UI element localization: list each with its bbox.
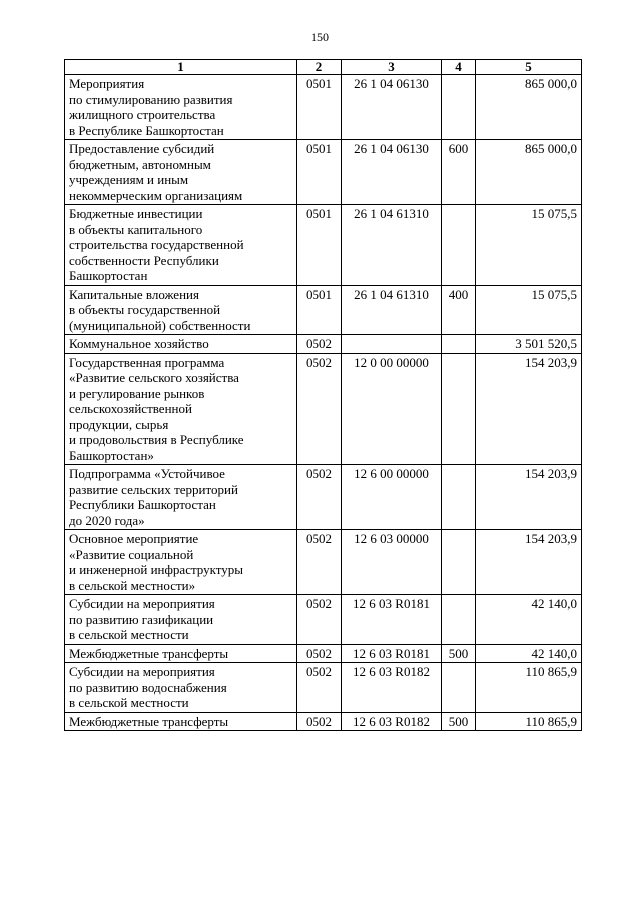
row-type	[442, 75, 476, 140]
row-name: Субсидии на мероприятия по развитию газификации в сельской местности	[65, 595, 297, 645]
page-number: 150	[311, 30, 329, 44]
table-row	[65, 595, 582, 645]
table-row	[65, 530, 582, 595]
row-sum: 3 501 520,5	[476, 335, 582, 354]
table-row	[65, 140, 582, 205]
header-col-2: 2	[297, 60, 342, 75]
row-code	[342, 335, 442, 354]
table-row	[65, 465, 582, 530]
row-section: 0502	[297, 335, 342, 354]
row-sum: 15 075,5	[476, 205, 582, 286]
table-row	[65, 663, 582, 713]
row-name: Межбюджетные трансферты	[65, 712, 297, 731]
header-col-5: 5	[476, 60, 582, 75]
row-type	[442, 353, 476, 465]
row-sum: 110 865,9	[476, 663, 582, 713]
table-row	[65, 205, 582, 286]
row-section: 0501	[297, 205, 342, 286]
row-code: 26 1 04 06130	[342, 140, 442, 205]
row-type	[442, 663, 476, 713]
row-code: 12 6 03 R0182	[342, 663, 442, 713]
row-type: 500	[442, 644, 476, 663]
table-header-row	[65, 60, 582, 75]
table-row	[65, 335, 582, 354]
row-name: Капитальные вложения в объекты государственной (муниципальной) собственности	[65, 285, 297, 335]
row-section: 0502	[297, 663, 342, 713]
row-code: 12 6 03 R0181	[342, 644, 442, 663]
table-row	[65, 75, 582, 140]
row-code: 12 0 00 00000	[342, 353, 442, 465]
row-name: Субсидии на мероприятия по развитию водоснабжения в сельской местности	[65, 663, 297, 713]
row-section: 0502	[297, 712, 342, 731]
row-sum: 154 203,9	[476, 353, 582, 465]
row-sum: 110 865,9	[476, 712, 582, 731]
table-row	[65, 285, 582, 335]
row-type	[442, 465, 476, 530]
row-type	[442, 595, 476, 645]
budget-table	[64, 59, 582, 731]
row-name: Государственная программа «Развитие сельского хозяйства и регулирование рынков сельскохозяйственной продукции, сырья и продовольствия в Республике Башкортостан»	[65, 353, 297, 465]
row-type	[442, 530, 476, 595]
row-code: 26 1 04 06130	[342, 75, 442, 140]
row-sum: 865 000,0	[476, 140, 582, 205]
row-type: 500	[442, 712, 476, 731]
row-name: Основное мероприятие «Развитие социальной и инженерной инфраструктуры в сельской местности»	[65, 530, 297, 595]
row-code: 12 6 00 00000	[342, 465, 442, 530]
row-sum: 15 075,5	[476, 285, 582, 335]
row-code: 12 6 03 R0181	[342, 595, 442, 645]
header-col-4: 4	[442, 60, 476, 75]
row-type	[442, 335, 476, 354]
row-sum: 154 203,9	[476, 530, 582, 595]
row-name: Подпрограмма «Устойчивое развитие сельских территорий Республики Башкортостан до 2020 года»	[65, 465, 297, 530]
row-code: 12 6 03 00000	[342, 530, 442, 595]
row-type: 400	[442, 285, 476, 335]
table-row	[65, 712, 582, 731]
row-name: Мероприятия по стимулированию развития жилищного строительства в Республике Башкортостан	[65, 75, 297, 140]
row-section: 0502	[297, 595, 342, 645]
table-row	[65, 353, 582, 465]
row-name: Предоставление субсидий бюджетным, автономным учреждениям и иным некоммерческим организациям	[65, 140, 297, 205]
header-col-1: 1	[65, 60, 297, 75]
row-type	[442, 205, 476, 286]
row-section: 0502	[297, 353, 342, 465]
row-section: 0502	[297, 465, 342, 530]
row-code: 12 6 03 R0182	[342, 712, 442, 731]
row-section: 0501	[297, 140, 342, 205]
row-name: Межбюджетные трансферты	[65, 644, 297, 663]
row-sum: 865 000,0	[476, 75, 582, 140]
row-name: Коммунальное хозяйство	[65, 335, 297, 354]
row-type: 600	[442, 140, 476, 205]
row-section: 0501	[297, 75, 342, 140]
row-section: 0501	[297, 285, 342, 335]
row-sum: 42 140,0	[476, 644, 582, 663]
row-section: 0502	[297, 644, 342, 663]
row-name: Бюджетные инвестиции в объекты капитального строительства государственной собственности Республики Башкортостан	[65, 205, 297, 286]
row-code: 26 1 04 61310	[342, 205, 442, 286]
row-code: 26 1 04 61310	[342, 285, 442, 335]
row-section: 0502	[297, 530, 342, 595]
header-col-3: 3	[342, 60, 442, 75]
table-row	[65, 644, 582, 663]
row-sum: 42 140,0	[476, 595, 582, 645]
row-sum: 154 203,9	[476, 465, 582, 530]
